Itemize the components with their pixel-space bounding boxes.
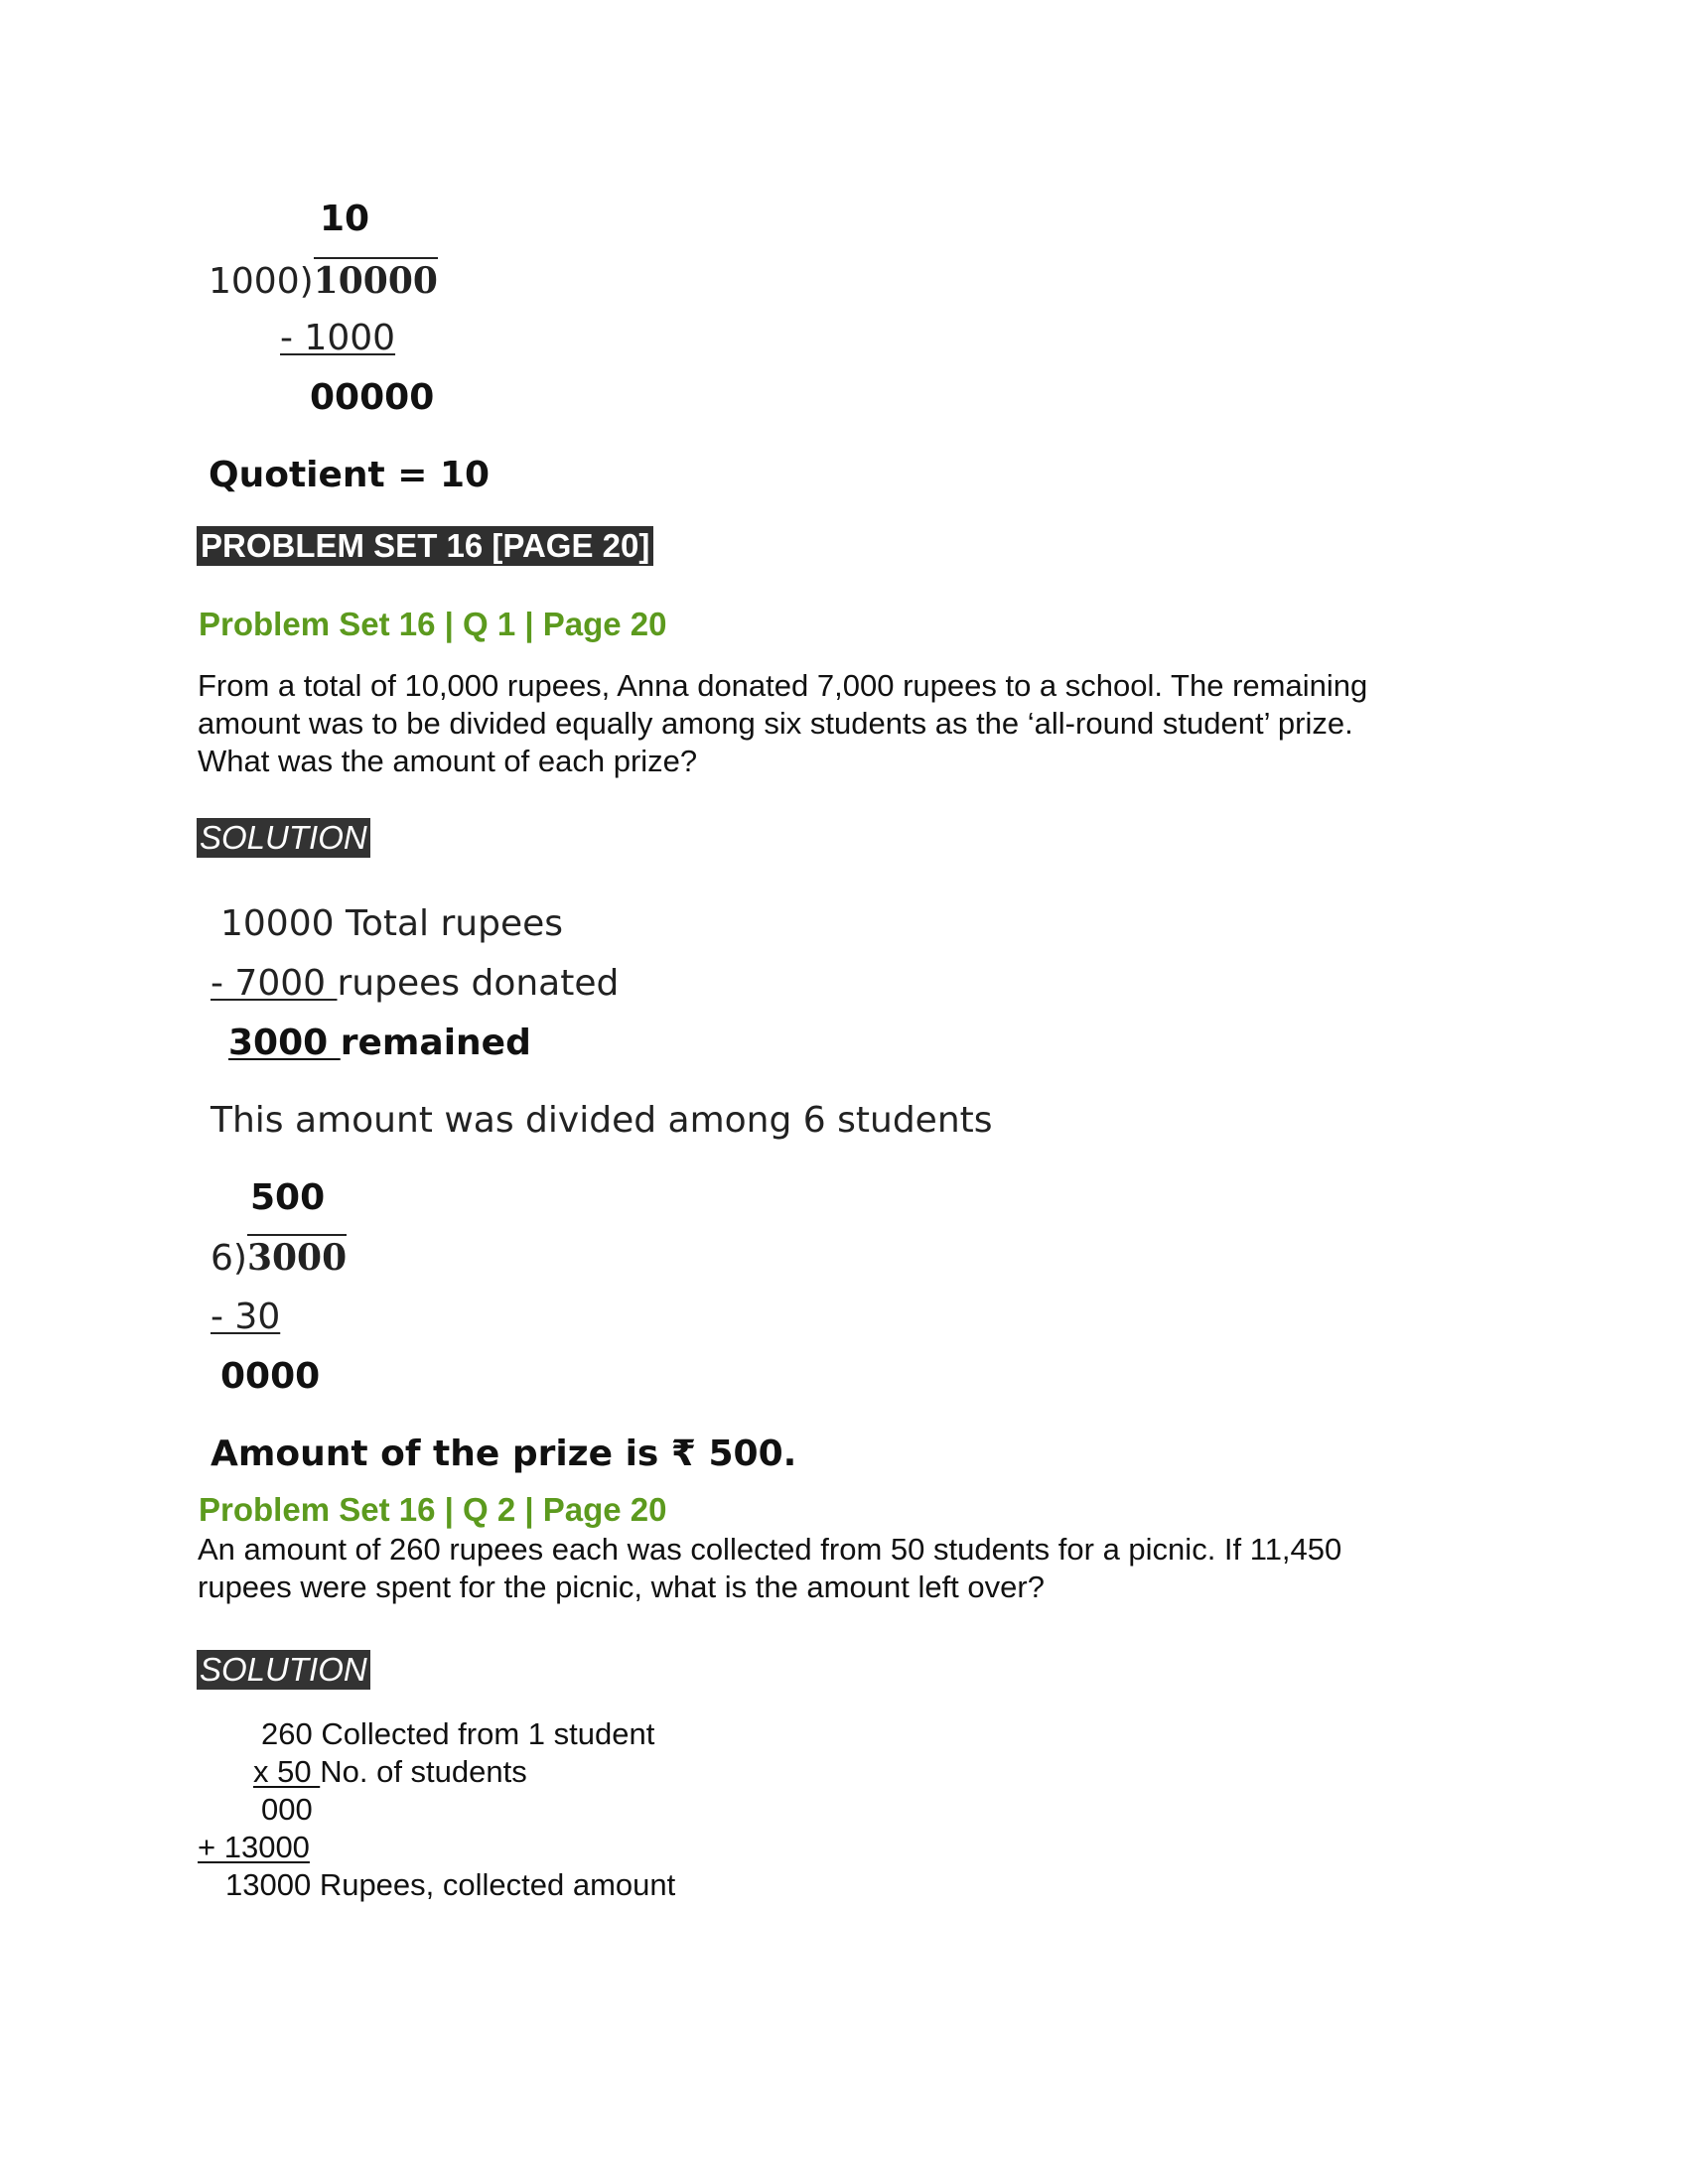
q1-step2-label: rupees donated	[337, 963, 620, 1004]
q1-step3	[228, 1023, 531, 1063]
q2-row5: 13000 Rupees, collected amount	[225, 1867, 676, 1902]
q2-heading: Problem Set 16 | Q 2 | Page 20	[199, 1491, 667, 1528]
section-title: PROBLEM SET 16 [PAGE 20]	[197, 526, 653, 566]
division1-subtract: - 1000	[280, 318, 396, 358]
q1-division-dividend: 3000	[247, 1234, 347, 1279]
q2-row2-label: No. of students	[320, 1754, 527, 1789]
q1-step1-label: Total rupees	[334, 903, 564, 944]
division1-remainder: 00000	[310, 377, 435, 418]
q2-row1: 260 Collected from 1 student	[261, 1716, 655, 1751]
q1-step1-number: 10000	[220, 903, 335, 944]
q1-text-line: amount was to be divided equally among six students as the ‘all-round student’ prize.	[198, 706, 1353, 741]
q1-answer: Amount of the prize is ₹ 500.	[211, 1433, 797, 1474]
q2-text	[198, 1531, 1341, 1606]
division1-dividend: 10000	[314, 257, 438, 302]
division1-row	[209, 260, 438, 302]
q1-text-line: What was the amount of each prize?	[198, 744, 698, 778]
q1-heading: Problem Set 16 | Q 1 | Page 20	[199, 606, 667, 642]
q2-row2-number: x 50	[253, 1754, 321, 1789]
q2-solution-label: SOLUTION	[197, 1650, 370, 1690]
q1-step3-label: remained	[340, 1023, 531, 1063]
q2-row4: + 13000	[198, 1830, 310, 1864]
q1-step1	[220, 903, 563, 944]
q2-text-line: An amount of 260 rupees each was collected from 50 students for a picnic. If 11,450	[198, 1532, 1342, 1567]
q1-step2	[211, 963, 619, 1004]
q2-row2	[253, 1753, 527, 1791]
q1-step2-number: - 7000	[211, 963, 338, 1004]
q1-division-remainder: 0000	[220, 1356, 321, 1397]
q2-text-line: rupees were spent for the picnic, what is the amount left over?	[198, 1570, 1045, 1604]
q1-division-subtract: - 30	[211, 1297, 281, 1337]
division1-quotient: 10	[320, 199, 370, 239]
division1-divisor: 1000)	[209, 261, 314, 302]
q1-text-line: From a total of 10,000 rupees, Anna donated 7,000 rupees to a school. The remaining	[198, 668, 1368, 703]
division1-result: Quotient = 10	[209, 455, 491, 495]
q1-text	[198, 667, 1367, 780]
q1-division-quotient: 500	[250, 1177, 326, 1218]
q1-divided-text: This amount was divided among 6 students	[211, 1100, 993, 1141]
q1-step3-number: 3000	[228, 1023, 341, 1063]
q1-solution-label: SOLUTION	[197, 818, 370, 858]
q1-division-row	[211, 1237, 347, 1279]
q2-row3: 000	[261, 1792, 313, 1827]
q1-division-divisor: 6)	[211, 1238, 247, 1279]
